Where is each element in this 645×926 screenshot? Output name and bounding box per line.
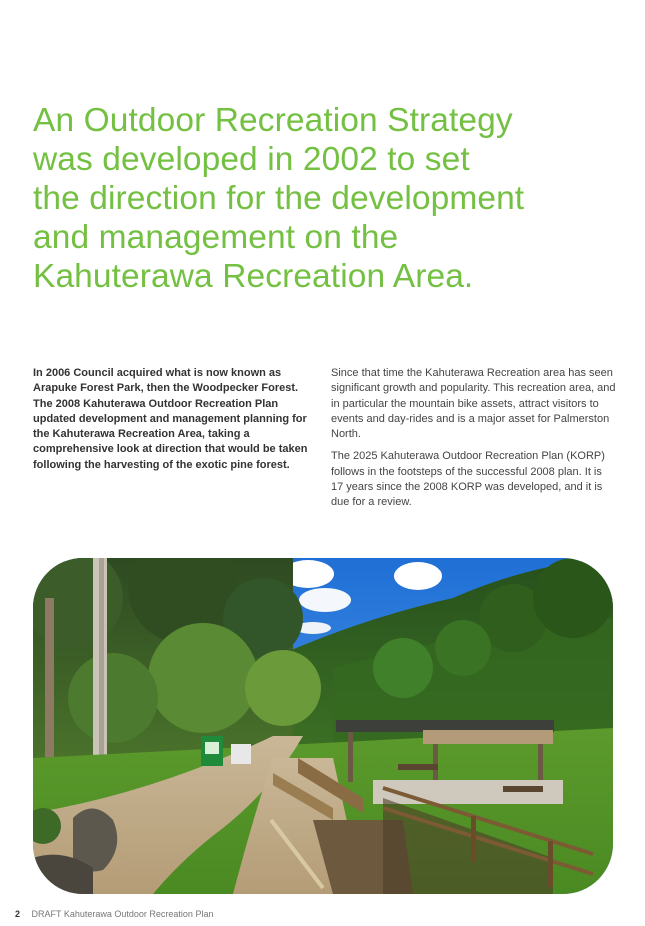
page-number: 2 — [15, 909, 21, 919]
intro-paragraph: In 2006 Council acquired what is now known as Arapuke Forest Park, then the Woodpecker Forest. The 2008 Kahuterawa Outdoor Recreation Plan updated development and management planning for the Kahuterawa Recreation Area, taking a comprehensive look at direction that would be taken following the harvesting of the exotic pine forest. — [33, 367, 308, 471]
recreation-area-photo — [33, 558, 613, 894]
headline-line: Kahuterawa Recreation Area. — [33, 258, 474, 295]
headline-line: the direction for the development — [33, 180, 525, 217]
page-headline — [33, 101, 603, 296]
body-paragraph: Since that time the Kahuterawa Recreation area has seen significant growth and popularity. This recreation area, and in particular the mountain bike assets, attract visitors to events and day-rides and is a major asset for Palmerston North. — [331, 367, 616, 441]
photo-illustration — [33, 558, 613, 894]
page-footer — [15, 909, 213, 919]
body-text-column — [331, 366, 616, 518]
headline-line: was developed in 2002 to set — [33, 141, 470, 178]
headline-line: An Outdoor Recreation Strategy — [33, 102, 513, 139]
headline-line: and management on the — [33, 219, 399, 256]
body-paragraph: The 2025 Kahuterawa Outdoor Recreation Plan (KORP) follows in the footsteps of the successful 2008 plan. It is 17 years since the 2008 KORP was developed, and it is due for a review. — [331, 450, 605, 509]
document-title: DRAFT Kahuterawa Outdoor Recreation Plan — [31, 909, 214, 919]
